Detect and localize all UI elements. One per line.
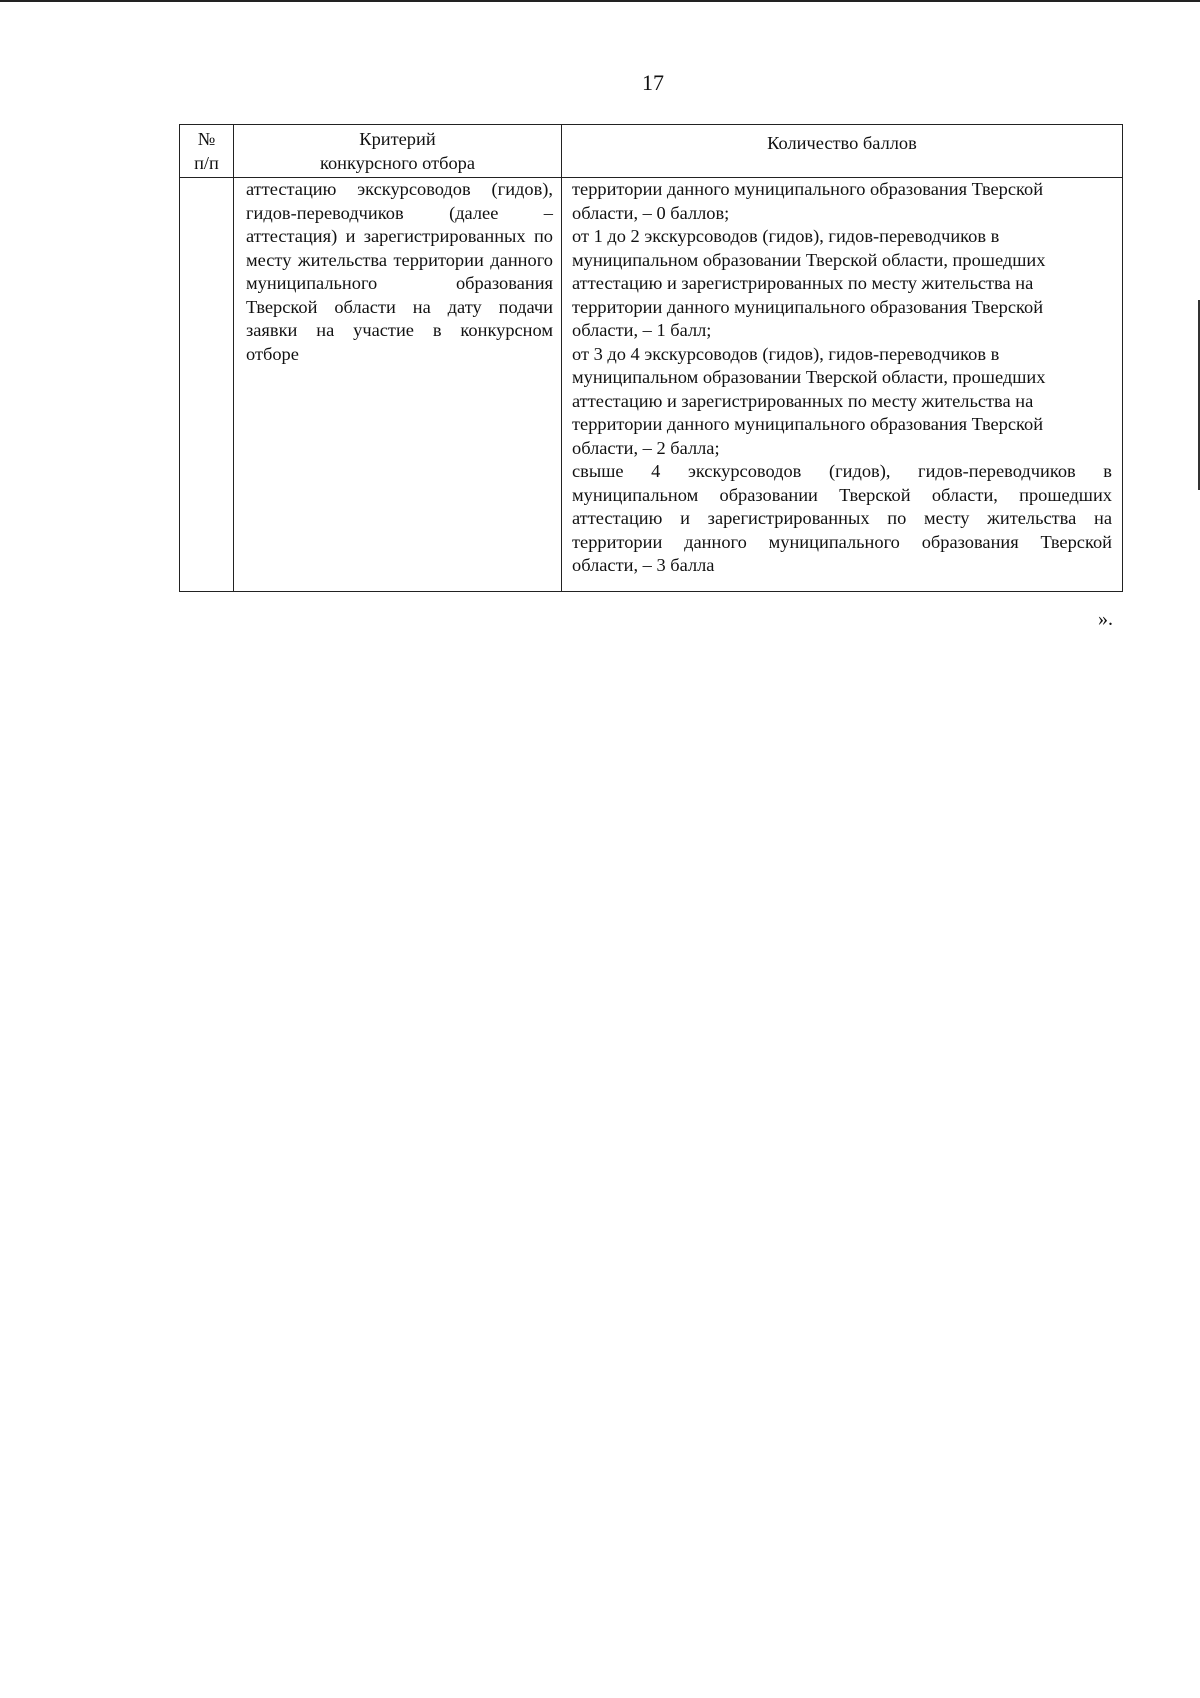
header-number-line1: № [197,129,216,149]
score-cell [562,178,1123,592]
scan-top-border [0,0,1200,2]
table-row [180,178,1123,592]
header-number-line2: п/п [194,153,219,173]
header-criterion [234,125,562,178]
score-item-0: территории данного муниципального образования Тверской области, – 0 баллов; [572,179,1044,223]
header-number [180,125,234,178]
score-item-1: от 1 до 2 экскурсоводов (гидов), гидов-переводчиков в муниципальном образовании Тверской области, прошедших аттестацию и зарегистрированных по месту жительства на территории данного муниципального образования Тверской области, – 1 балл; [572,226,1046,340]
closing-quote-mark: ». [1098,608,1113,630]
row-number-cell [180,178,234,592]
score-item-2: от 3 до 4 экскурсоводов (гидов), гидов-переводчиков в муниципальном образовании Тверской области, прошедших аттестацию и зарегистрированных по месту жительства на территории данного муниципального образования Тверской области, – 2 балла; [572,343,1046,458]
score-item-3: свыше 4 экскурсоводов (гидов), гидов-переводчиков в муниципальном образовании Тверской области, прошедших аттестацию и зарегистрированных по месту жительства на территории данного муниципального образования Тверской области, – 3 балла [572,461,1112,575]
criteria-table [179,124,1123,592]
table-header-row [180,125,1123,178]
header-criterion-line1: Критерий [359,129,436,149]
header-score: Количество баллов [562,125,1123,178]
criterion-cell: аттестацию экскурсоводов (гидов), гидов-переводчиков (далее – аттестация) и зарегистрированных по месту жительства территории данного муниципального образования Тверской области на дату подачи заявки на участие в конкурсном отборе [234,178,562,592]
page-number: 17 [642,70,664,95]
header-criterion-line2: конкурсного отбора [319,153,476,173]
